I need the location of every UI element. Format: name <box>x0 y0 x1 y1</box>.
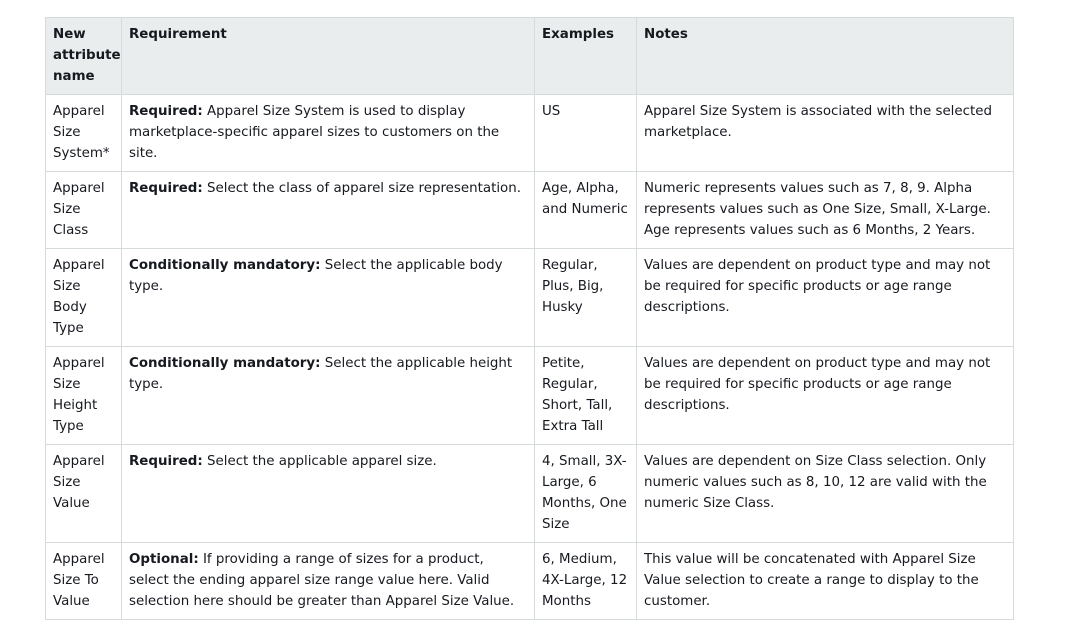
notes-cell: Apparel Size System is associated with the selected marketplace. <box>637 95 1014 172</box>
requirement-text: Apparel Size System is used to display marketplace-specific apparel sizes to customers on the site. <box>129 104 500 161</box>
requirement-cell <box>122 347 535 445</box>
requirement-cell <box>122 543 535 620</box>
examples-cell: US <box>535 95 637 172</box>
examples-cell: 6, Medium, 4X-Large, 12 Months <box>535 543 637 620</box>
requirement-type: Conditionally mandatory: <box>129 356 321 371</box>
table-header-row <box>46 18 1014 95</box>
attribute-table <box>45 17 1014 620</box>
notes-cell: Values are dependent on product type and may not be required for specific products or age range descriptions. <box>637 347 1014 445</box>
requirement-type: Required: <box>129 181 203 196</box>
attribute-name-cell: Apparel Size To Value <box>46 543 122 620</box>
requirement-type: Required: <box>129 104 203 119</box>
requirement-type: Conditionally mandatory: <box>129 258 321 273</box>
header-attribute-name: New attribute name <box>46 18 122 95</box>
header-requirement: Requirement <box>122 18 535 95</box>
requirement-text: Select the applicable apparel size. <box>202 454 437 469</box>
requirement-text: Select the applicable height type. <box>129 356 513 392</box>
notes-cell: Numeric represents values such as 7, 8, 9. Alpha represents values such as One Size, Small, X-Large. Age represents values such as 6 Months, 2 Years. <box>637 172 1014 249</box>
header-notes: Notes <box>637 18 1014 95</box>
requirement-cell <box>122 249 535 347</box>
attribute-name-cell: Apparel Size System* <box>46 95 122 172</box>
examples-cell: Petite, Regular, Short, Tall, Extra Tall <box>535 347 637 445</box>
table-row <box>46 95 1014 172</box>
examples-cell: Age, Alpha, and Numeric <box>535 172 637 249</box>
requirement-cell <box>122 445 535 543</box>
notes-cell: This value will be concatenated with Apparel Size Value selection to create a range to display to the customer. <box>637 543 1014 620</box>
attribute-name-cell: Apparel Size Value <box>46 445 122 543</box>
table-row <box>46 543 1014 620</box>
header-examples: Examples <box>535 18 637 95</box>
attribute-name-cell: Apparel Size Height Type <box>46 347 122 445</box>
attribute-name-cell: Apparel Size Class <box>46 172 122 249</box>
table-row <box>46 172 1014 249</box>
requirement-text: Select the class of apparel size representation. <box>202 181 521 196</box>
notes-cell: Values are dependent on Size Class selection. Only numeric values such as 8, 10, 12 are valid with the numeric Size Class. <box>637 445 1014 543</box>
table-row <box>46 445 1014 543</box>
examples-cell: Regular, Plus, Big, Husky <box>535 249 637 347</box>
requirement-cell <box>122 95 535 172</box>
examples-cell: 4, Small, 3X-Large, 6 Months, One Size <box>535 445 637 543</box>
requirement-cell <box>122 172 535 249</box>
attribute-name-cell: Apparel Size Body Type <box>46 249 122 347</box>
table-row <box>46 347 1014 445</box>
notes-cell: Values are dependent on product type and may not be required for specific products or age range descriptions. <box>637 249 1014 347</box>
requirement-text: If providing a range of sizes for a product, select the ending apparel size range value here. Valid selection here should be greater than Apparel Size Value. <box>129 552 515 609</box>
requirement-type: Required: <box>129 454 203 469</box>
requirement-text: Select the applicable body type. <box>129 258 503 294</box>
table-row <box>46 249 1014 347</box>
requirement-type: Optional: <box>129 552 199 567</box>
